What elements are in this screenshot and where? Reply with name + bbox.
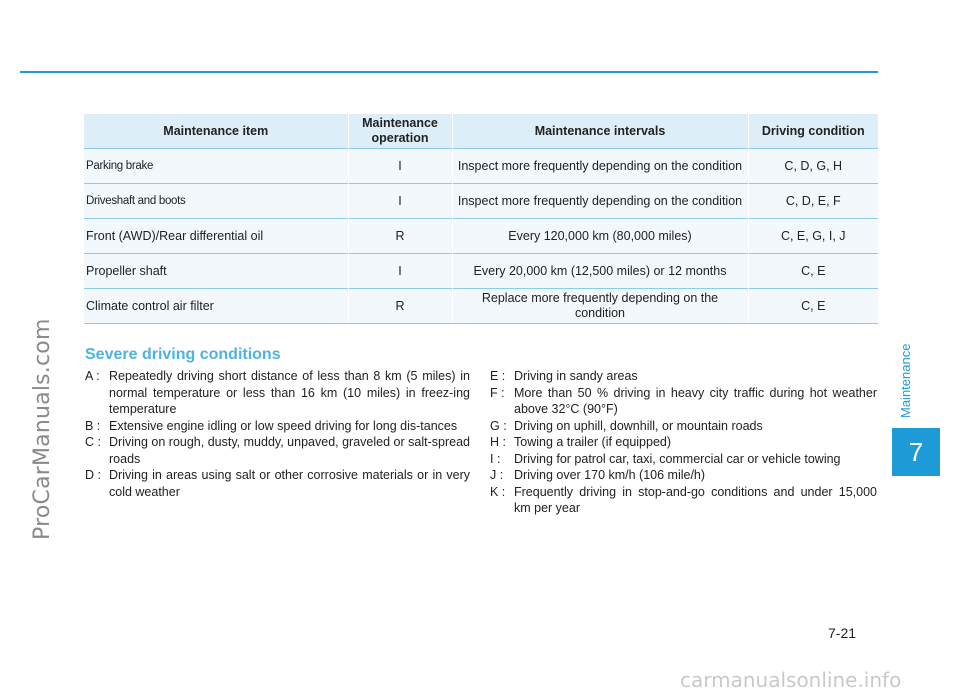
condition-text: Driving on uphill, downhill, or mountain roads (514, 418, 763, 433)
condition-text: Driving in areas using salt or other corrosive materials or in very cold weather (109, 468, 470, 499)
maintenance-item-cell: Front (AWD)/Rear differential oil (84, 219, 348, 254)
operation-cell: I (348, 149, 452, 184)
section-side-label: Maintenance (898, 343, 913, 418)
condition-key: G : (490, 418, 507, 433)
condition-key: E : (490, 369, 506, 383)
top-rule (20, 71, 878, 73)
condition-text: Driving in sandy areas (514, 369, 638, 383)
condition-key: B : (85, 418, 101, 433)
chapter-tab[interactable] (892, 428, 940, 476)
maintenance-table (84, 114, 878, 324)
maintenance-item-cell: Climate control air filter (84, 289, 348, 324)
table-row (84, 254, 878, 289)
column-header-operation: Maintenance operation (348, 114, 452, 149)
interval-cell: Replace more frequently depending on the condition (452, 289, 748, 324)
interval-cell: Inspect more frequently depending on the condition (452, 149, 748, 184)
condition-item (85, 418, 470, 435)
maintenance-item-cell: Parking brake (84, 149, 348, 184)
condition-text: Repeatedly driving short distance of less than 8 km (5 miles) in normal temperature or less than 16 km (10 miles) in freez-ing temperature (109, 369, 470, 416)
page-number: 7-21 (828, 625, 857, 641)
operation-cell: I (348, 254, 452, 289)
condition-cell: C, E (748, 254, 878, 289)
condition-key: I : (490, 451, 501, 466)
condition-item (490, 467, 877, 484)
condition-key: H : (490, 435, 506, 449)
condition-item (490, 451, 877, 468)
interval-cell: Every 120,000 km (80,000 miles) (452, 219, 748, 254)
condition-text: Driving for patrol car, taxi, commercial car or vehicle towing (514, 451, 841, 466)
condition-key: F : (490, 385, 505, 400)
condition-text: Driving on rough, dusty, muddy, unpaved, graveled or salt-spread roads (109, 435, 470, 466)
condition-item (490, 484, 877, 517)
condition-cell: C, E, G, I, J (748, 219, 878, 254)
table-row (84, 149, 878, 184)
operation-cell: I (348, 184, 452, 219)
condition-cell: C, E (748, 289, 878, 324)
column-header-intervals: Maintenance intervals (452, 114, 748, 149)
condition-cell: C, D, E, F (748, 184, 878, 219)
column-header-condition: Driving condition (748, 114, 878, 149)
column-header-item: Maintenance item (84, 114, 348, 149)
condition-item (85, 368, 470, 418)
condition-key: K : (490, 484, 506, 499)
condition-item (490, 368, 877, 385)
footer-site-watermark: carmanualsonline.info (680, 668, 902, 692)
maintenance-item-cell: Driveshaft and boots (84, 184, 348, 219)
maintenance-item-cell: Propeller shaft (84, 254, 348, 289)
conditions-list-right (490, 368, 877, 517)
condition-text: Extensive engine idling or low speed driving for long dis-tances (109, 418, 458, 433)
condition-item (490, 434, 877, 451)
severe-conditions-title: Severe driving conditions (85, 346, 281, 363)
table-row (84, 219, 878, 254)
condition-item (85, 467, 470, 500)
table-row (84, 184, 878, 219)
condition-text: Driving over 170 km/h (106 mile/h) (514, 468, 706, 482)
operation-cell: R (348, 289, 452, 324)
operation-cell: R (348, 219, 452, 254)
condition-item (490, 418, 877, 435)
condition-item (490, 385, 877, 418)
table-row (84, 289, 878, 324)
watermark: ProCarManuals.com (30, 318, 55, 540)
table-header-row (84, 114, 878, 149)
condition-key: J : (490, 468, 504, 482)
condition-item (85, 434, 470, 467)
chapter-number: 7 (908, 436, 924, 467)
condition-text: Towing a trailer (if equipped) (514, 435, 672, 449)
condition-text: More than 50 % driving in heavy city traffic during hot weather above 32°C (90°F) (514, 385, 877, 416)
condition-cell: C, D, G, H (748, 149, 878, 184)
condition-key: D : (85, 468, 101, 482)
interval-cell: Every 20,000 km (12,500 miles) or 12 months (452, 254, 748, 289)
condition-text: Frequently driving in stop-and-go conditions and under 15,000 km per year (514, 484, 877, 515)
conditions-list-left (85, 368, 470, 500)
condition-key: C : (85, 435, 101, 449)
interval-cell: Inspect more frequently depending on the condition (452, 184, 748, 219)
condition-key: A : (85, 369, 100, 383)
